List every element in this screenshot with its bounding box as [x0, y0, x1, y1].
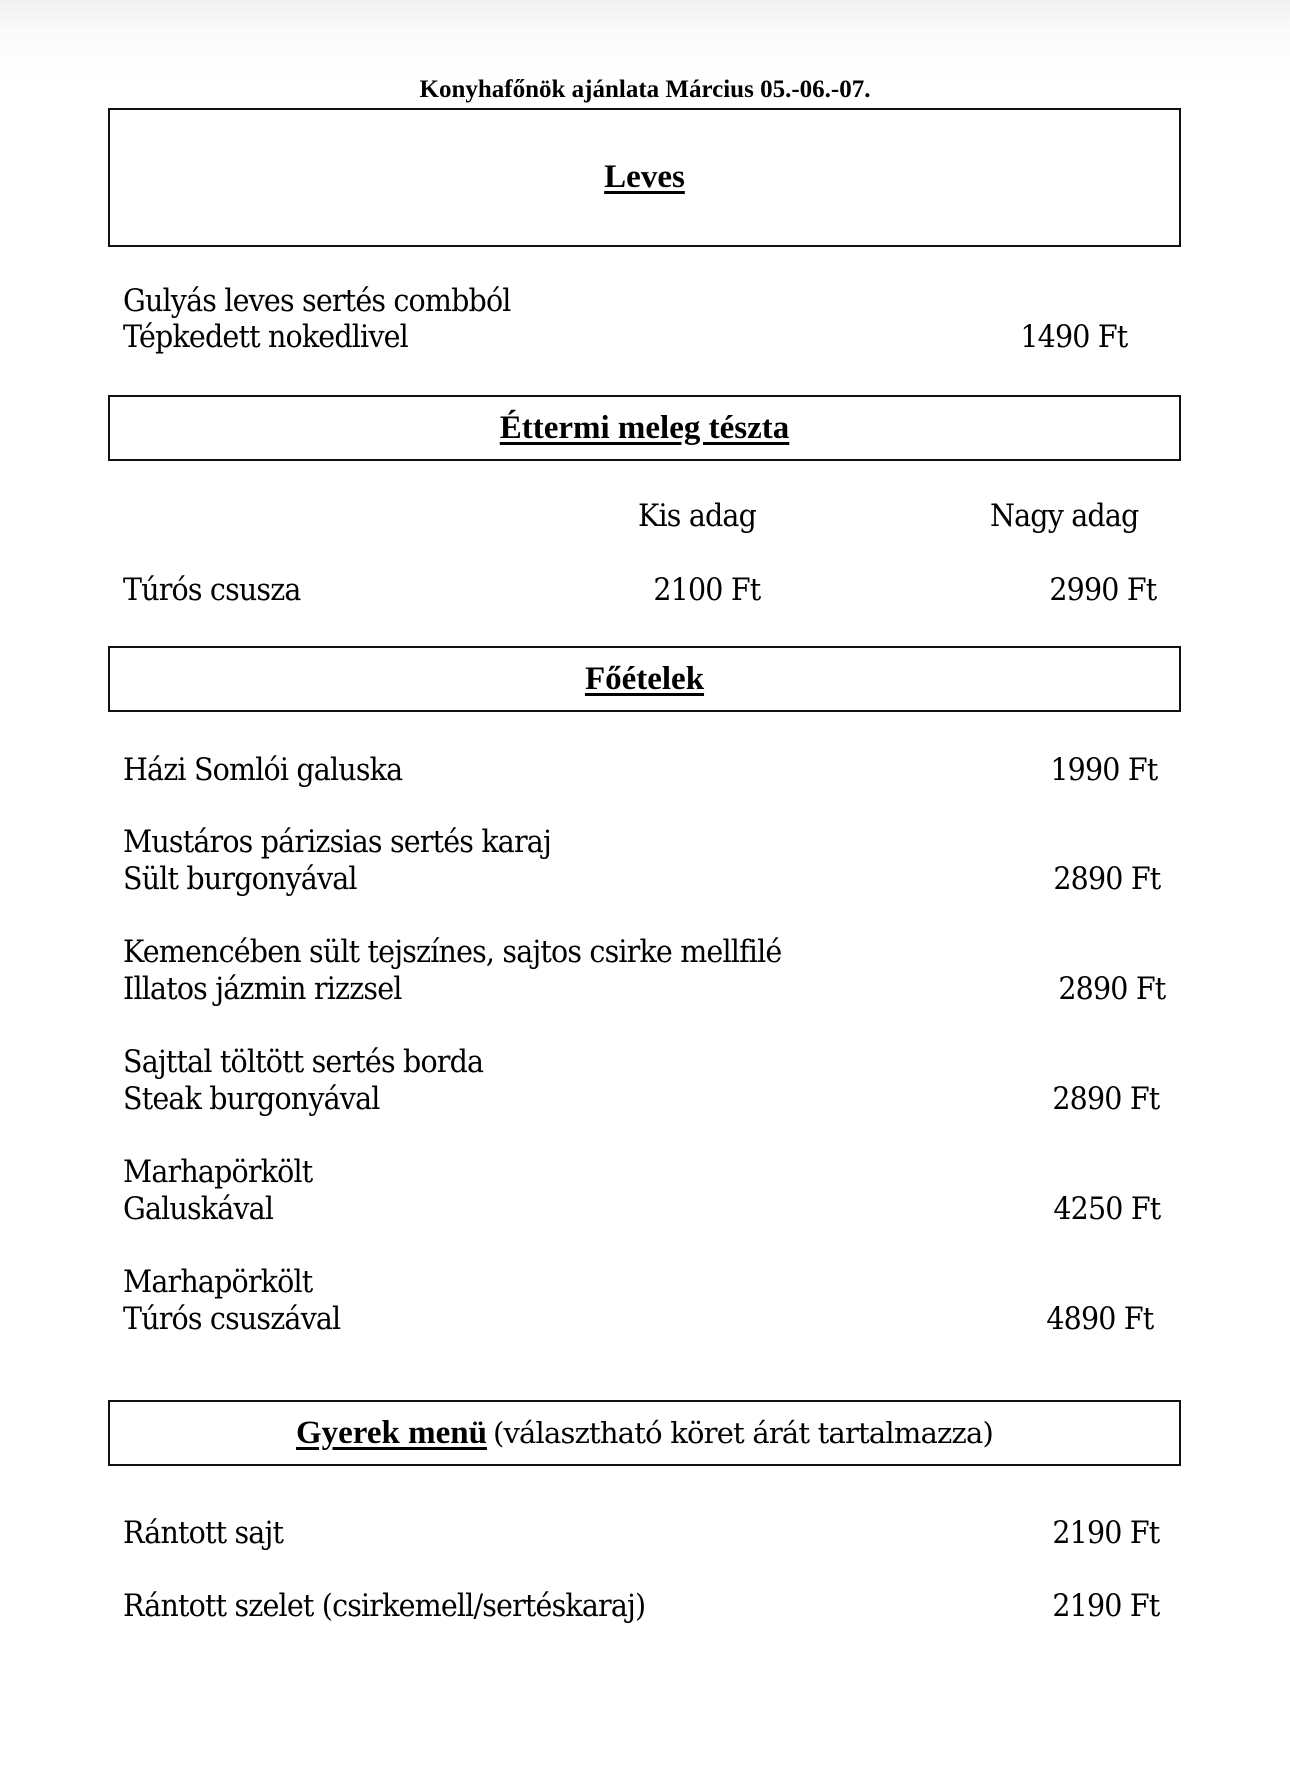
section-header-mains: [108, 646, 1181, 712]
section-heading: Gyerek menü: [295, 1414, 487, 1451]
menu-item-price: 2890 Ft: [1052, 861, 1160, 897]
menu-item-price: 2190 Ft: [1051, 1588, 1159, 1624]
section-heading-note: (választható köret árát tartalmazza): [492, 1416, 994, 1450]
menu-item-side: Illatos jázmin rizzsel: [123, 971, 402, 1007]
menu-item-name: Sajttal töltött sertés borda: [123, 1044, 484, 1080]
menu-item-side: Sült burgonyával: [123, 861, 357, 897]
menu-item-price: 2190 Ft: [1051, 1515, 1159, 1551]
top-shade: [0, 0, 1290, 80]
menu-item-side: Steak burgonyával: [123, 1081, 380, 1117]
menu-item-name: Házi Somlói galuska: [123, 752, 403, 788]
column-header-small-portion: Kis adag: [638, 498, 757, 534]
menu-item-price: 4250 Ft: [1052, 1191, 1160, 1227]
menu-item-price: 2890 Ft: [1057, 971, 1165, 1007]
menu-item-name: Mustáros párizsias sertés karaj: [123, 824, 551, 860]
menu-item-side: Galuskával: [123, 1191, 274, 1227]
menu-item-price: 1990 Ft: [1049, 752, 1157, 788]
menu-item-name: Rántott szelet (csirkemell/sertéskaraj): [123, 1588, 646, 1624]
section-heading: Leves: [604, 159, 685, 195]
menu-item-price: 4890 Ft: [1045, 1301, 1153, 1337]
menu-item-name: Marhapörkölt: [123, 1264, 313, 1300]
section-header-kids: [108, 1400, 1181, 1466]
menu-item-name: Gulyás leves sertés combból: [123, 283, 511, 319]
menu-item-price: 1490 Ft: [1019, 319, 1127, 355]
menu-item-side: Tépkedett nokedlivel: [123, 319, 408, 355]
section-header-soup: [108, 108, 1181, 247]
menu-item-price-small: 2100 Ft: [652, 572, 760, 608]
menu-item-name: Túrós csusza: [123, 572, 301, 608]
menu-item-price: 2890 Ft: [1051, 1081, 1159, 1117]
section-heading: Főételek: [584, 660, 705, 697]
column-header-large-portion: Nagy adag: [990, 498, 1139, 534]
menu-item-name: Marhapörkölt: [123, 1154, 313, 1190]
page-title: Konyhafőnök ajánlata Március 05.-06.-07.: [419, 76, 871, 103]
menu-item-side: Túrós csuszával: [123, 1301, 341, 1337]
menu-item-price-large: 2990 Ft: [1048, 572, 1156, 608]
menu-item-name: Rántott sajt: [123, 1515, 284, 1551]
section-heading: Éttermi meleg tészta: [499, 409, 790, 446]
section-header-pasta: [108, 395, 1181, 461]
menu-item-name: Kemencében sült tejszínes, sajtos csirke mellfilé: [123, 934, 782, 970]
